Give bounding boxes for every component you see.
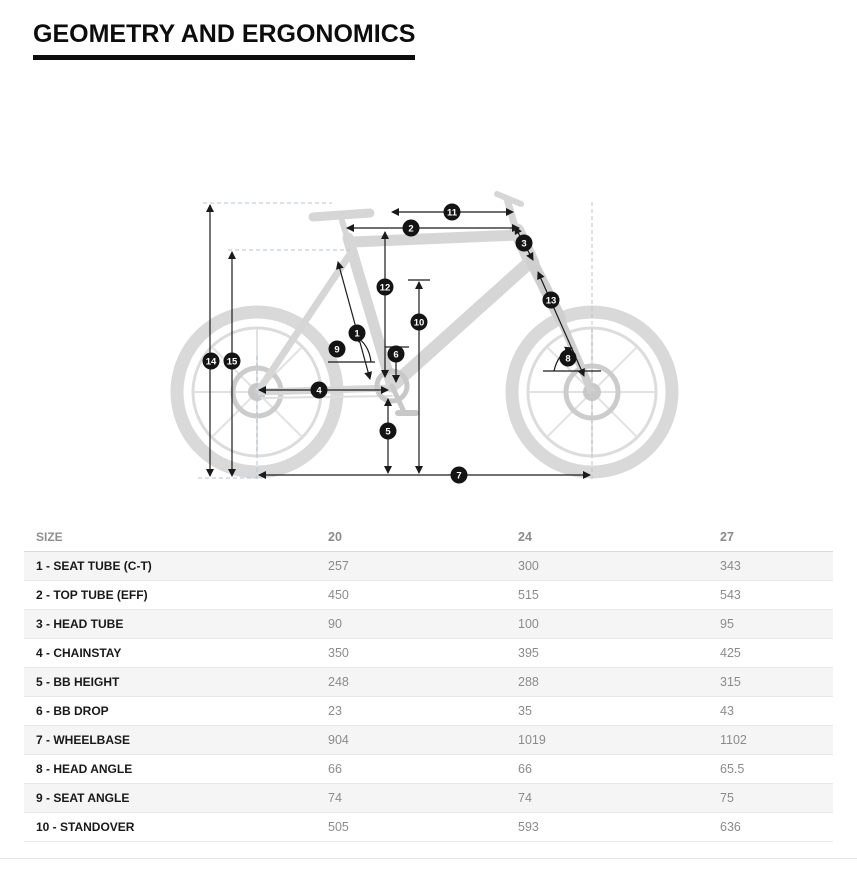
dimension-lines bbox=[210, 205, 601, 476]
svg-text:12: 12 bbox=[379, 282, 391, 294]
table-row bbox=[24, 610, 833, 639]
row-value: 505 bbox=[328, 820, 349, 834]
row-value: 1102 bbox=[720, 733, 747, 747]
geometry-table bbox=[24, 523, 833, 842]
callout-4 bbox=[311, 382, 328, 399]
callout-2 bbox=[403, 220, 420, 237]
row-value: 450 bbox=[328, 588, 349, 602]
row-value: 1019 bbox=[518, 733, 546, 747]
svg-text:14: 14 bbox=[205, 356, 217, 368]
svg-text:10: 10 bbox=[413, 317, 425, 329]
row-label: 10 - STANDOVER bbox=[36, 820, 135, 834]
row-value: 75 bbox=[720, 791, 734, 805]
callout-12 bbox=[377, 279, 394, 296]
svg-text:13: 13 bbox=[545, 295, 557, 307]
row-value: 23 bbox=[328, 704, 342, 718]
callout-10 bbox=[411, 314, 428, 331]
callout-9 bbox=[329, 341, 346, 358]
svg-text:5: 5 bbox=[385, 426, 391, 438]
callout-15 bbox=[224, 353, 241, 370]
row-value: 90 bbox=[328, 617, 342, 631]
row-label: 4 - CHAINSTAY bbox=[36, 646, 122, 660]
table-row bbox=[24, 552, 833, 581]
row-value: 636 bbox=[720, 820, 741, 834]
row-value: 515 bbox=[518, 588, 539, 602]
row-label: 8 - HEAD ANGLE bbox=[36, 762, 133, 776]
row-label: 1 - SEAT TUBE (C-T) bbox=[36, 559, 152, 573]
row-value: 66 bbox=[518, 762, 532, 776]
bike-silhouette bbox=[177, 194, 672, 472]
row-label: 6 - BB DROP bbox=[36, 704, 109, 718]
svg-text:3: 3 bbox=[521, 238, 527, 250]
column-header-24: 24 bbox=[518, 530, 532, 544]
row-value: 100 bbox=[518, 617, 539, 631]
page-title: GEOMETRY AND ERGONOMICS bbox=[33, 20, 415, 60]
table-row bbox=[24, 581, 833, 610]
row-value: 593 bbox=[518, 820, 539, 834]
callout-6 bbox=[388, 346, 405, 363]
row-value: 543 bbox=[720, 588, 741, 602]
callout-7 bbox=[451, 467, 468, 484]
row-value: 300 bbox=[518, 559, 539, 573]
page-divider bbox=[0, 858, 857, 859]
table-header-row bbox=[24, 523, 833, 552]
table-row bbox=[24, 784, 833, 813]
row-value: 74 bbox=[328, 791, 342, 805]
table-row bbox=[24, 668, 833, 697]
svg-text:11: 11 bbox=[446, 207, 458, 219]
row-value: 350 bbox=[328, 646, 349, 660]
callout-14 bbox=[203, 353, 220, 370]
svg-text:8: 8 bbox=[565, 353, 571, 365]
row-value: 66 bbox=[328, 762, 342, 776]
callout-11 bbox=[444, 204, 461, 221]
callout-5 bbox=[380, 423, 397, 440]
svg-text:4: 4 bbox=[316, 385, 322, 397]
column-header-20: 20 bbox=[328, 530, 342, 544]
row-label: 3 - HEAD TUBE bbox=[36, 617, 124, 631]
callout-13 bbox=[543, 292, 560, 309]
callout-8 bbox=[560, 350, 577, 367]
svg-text:7: 7 bbox=[456, 470, 462, 482]
row-value: 35 bbox=[518, 704, 532, 718]
row-label: 9 - SEAT ANGLE bbox=[36, 791, 130, 805]
svg-text:15: 15 bbox=[226, 356, 238, 368]
column-header-size: SIZE bbox=[36, 530, 63, 544]
svg-text:1: 1 bbox=[354, 328, 360, 340]
svg-text:6: 6 bbox=[393, 349, 399, 361]
row-label: 5 - BB HEIGHT bbox=[36, 675, 120, 689]
row-value: 43 bbox=[720, 704, 734, 718]
table-row bbox=[24, 813, 833, 842]
column-header-27: 27 bbox=[720, 530, 734, 544]
svg-text:9: 9 bbox=[334, 344, 340, 356]
callout-1 bbox=[349, 325, 366, 342]
callout-3 bbox=[516, 235, 533, 252]
row-value: 257 bbox=[328, 559, 349, 573]
table-row bbox=[24, 697, 833, 726]
table-row bbox=[24, 639, 833, 668]
row-value: 395 bbox=[518, 646, 539, 660]
row-value: 65.5 bbox=[720, 762, 745, 776]
row-value: 248 bbox=[328, 675, 349, 689]
row-value: 343 bbox=[720, 559, 741, 573]
row-value: 315 bbox=[720, 675, 741, 689]
table-row bbox=[24, 755, 833, 784]
table-row bbox=[24, 726, 833, 755]
row-value: 904 bbox=[328, 733, 349, 747]
row-value: 95 bbox=[720, 617, 734, 631]
row-label: 7 - WHEELBASE bbox=[36, 733, 131, 747]
frame bbox=[259, 194, 591, 413]
row-value: 288 bbox=[518, 675, 539, 689]
row-label: 2 - TOP TUBE (EFF) bbox=[36, 588, 148, 602]
row-value: 425 bbox=[720, 646, 741, 660]
row-value: 74 bbox=[518, 791, 532, 805]
svg-text:2: 2 bbox=[408, 223, 414, 235]
